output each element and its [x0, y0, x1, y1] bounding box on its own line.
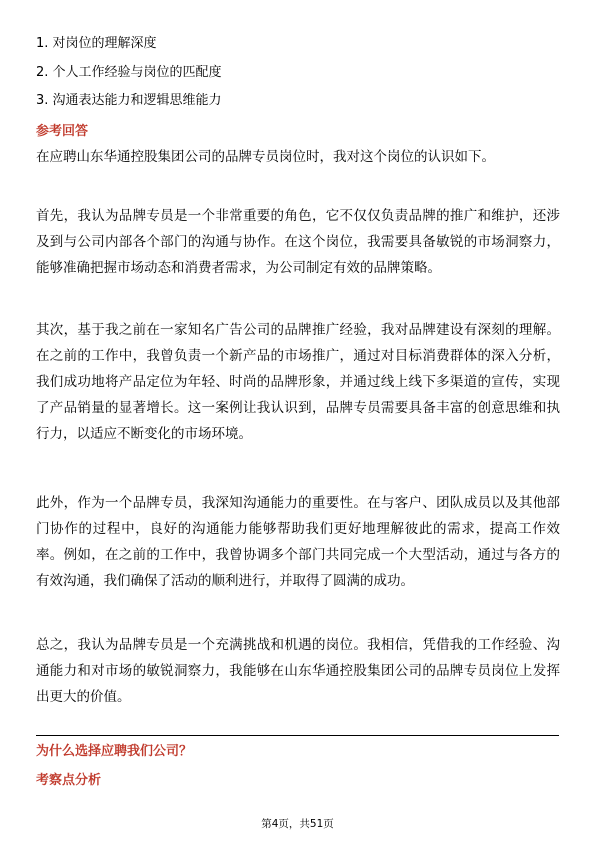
criteria-item-2: 2. 个人工作经验与岗位的匹配度: [36, 65, 222, 80]
criteria-item-3: 3. 沟通表达能力和逻辑思维能力: [36, 93, 222, 108]
answer-paragraph-intro: 在应聘山东华通控股集团公司的品牌专员岗位时，我对这个岗位的认识如下。: [36, 149, 495, 165]
analysis-heading: 考察点分析: [36, 773, 102, 788]
answer-paragraph-first: 首先，我认为品牌专员是一个非常重要的角色，它不仅仅负责品牌的推广和维护，还涉及到与公司内部各个部门的沟通与协作。在这个岗位，我需要具备敏锐的市场洞察力，能够准确把握市场动态和消费者需求，为公司制定有效的品牌策略。: [36, 208, 560, 276]
section-divider: [36, 735, 559, 736]
answer-heading: 参考回答: [36, 124, 89, 139]
next-question-heading: 为什么选择应聘我们公司？: [36, 744, 193, 759]
criteria-item-1: 1. 对岗位的理解深度: [36, 36, 157, 51]
answer-paragraph-second: 其次，基于我之前在一家知名广告公司的品牌推广经验，我对品牌建设有深刻的理解。在之前的工作中，我曾负责一个新产品的市场推广，通过对目标消费群体的深入分析，我们成功地将产品定位为年轻、时尚的品牌形象，并通过线上线下多渠道的宣传，实现了产品销量的显著增长。这一案例让我认识到，品牌专员需要具备丰富的创意思维和执行力，以适应不断变化的市场环境。: [36, 322, 560, 442]
answer-paragraph-third: 此外，作为一个品牌专员，我深知沟通能力的重要性。在与客户、团队成员以及其他部门协作的过程中，良好的沟通能力能够帮助我们更好地理解彼此的需求，提高工作效率。例如，在之前的工作中，我曾协调多个部门共同完成一个大型活动，通过与各方的有效沟通，我们确保了活动的顺利进行，并取得了圆满的成功。: [36, 495, 560, 589]
page-number: 第4页，共51页: [261, 818, 334, 830]
answer-paragraph-conclusion: 总之，我认为品牌专员是一个充满挑战和机遇的岗位。我相信，凭借我的工作经验、沟通能力和对市场的敏锐洞察力，我能够在山东华通控股集团公司的品牌专员岗位上发挥出更大的价值。: [36, 637, 560, 705]
